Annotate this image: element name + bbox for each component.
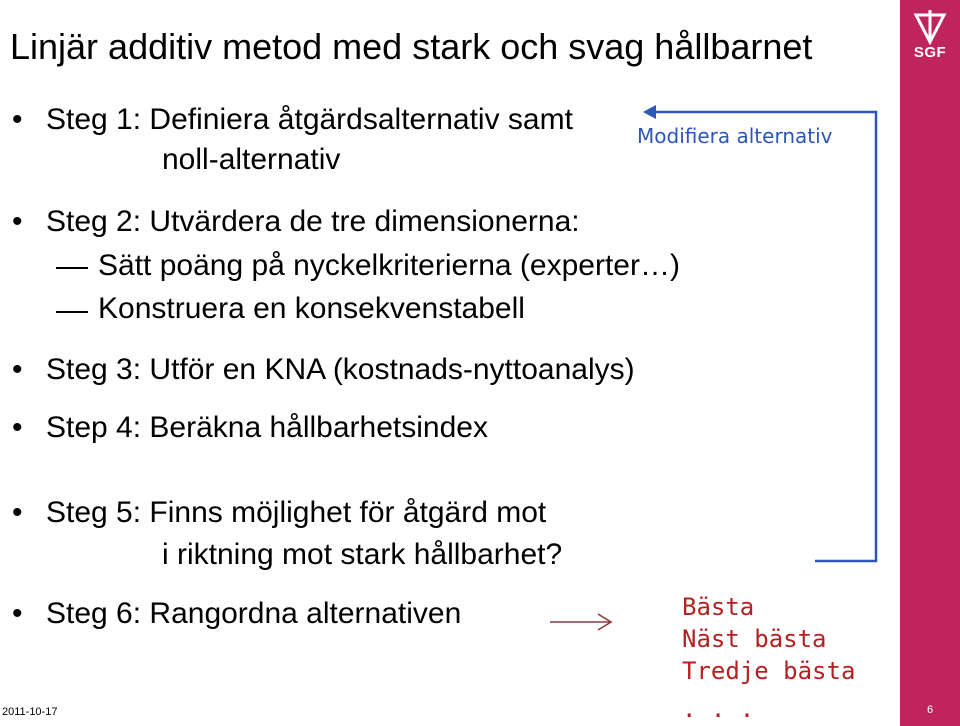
modify-alternative-label: Modifiera alternativ [637,124,833,148]
logo-text: SGF [913,44,947,61]
ranking-arrow-icon [550,614,611,630]
bullet-icon: • [12,205,23,238]
bullet-icon: • [12,411,23,444]
step-2: Steg 2: Utvärdera de tre dimensionerna: [46,205,580,238]
step-6: Steg 6: Rangordna alternativen [46,597,462,630]
bullet-icon: • [12,103,23,136]
step-5-line-2: i riktning mot stark hållbarhet? [162,538,563,571]
footer-date: 2011-10-17 [2,706,58,718]
rank-best: Bästa [682,593,755,621]
slide-title: Linjär additiv metod med stark och svag hållbarnet [10,26,813,67]
rank-second: Näst bästa [682,625,827,653]
step-4: Step 4: Beräkna hållbarhetsindex [46,411,488,444]
brand-sidebar [900,0,960,726]
bullet-icon: • [12,496,23,529]
modify-loop-arrow-icon [643,105,876,561]
sgf-logo-icon [900,6,960,72]
step-5-line-1: Steg 5: Finns möjlighet för åtgärd mot [46,496,547,529]
step-1-line-2: noll-alternativ [162,143,341,176]
bullet-icon: • [12,353,23,386]
step-3: Steg 3: Utför en KNA (kostnads-nyttoanalys) [46,353,635,386]
step-2-sub-1: Sätt poäng på nyckelkriterierna (experter…) [98,249,680,282]
step-1-line-1: Steg 1: Definiera åtgärdsalternativ samt [46,103,573,136]
rank-more: . . . [682,695,755,723]
step-2-sub-2: Konstruera en konsekvenstabell [98,292,525,325]
page-number: 6 [926,704,934,716]
rank-third: Tredje bästa [682,657,856,685]
bullet-icon: • [12,597,23,630]
